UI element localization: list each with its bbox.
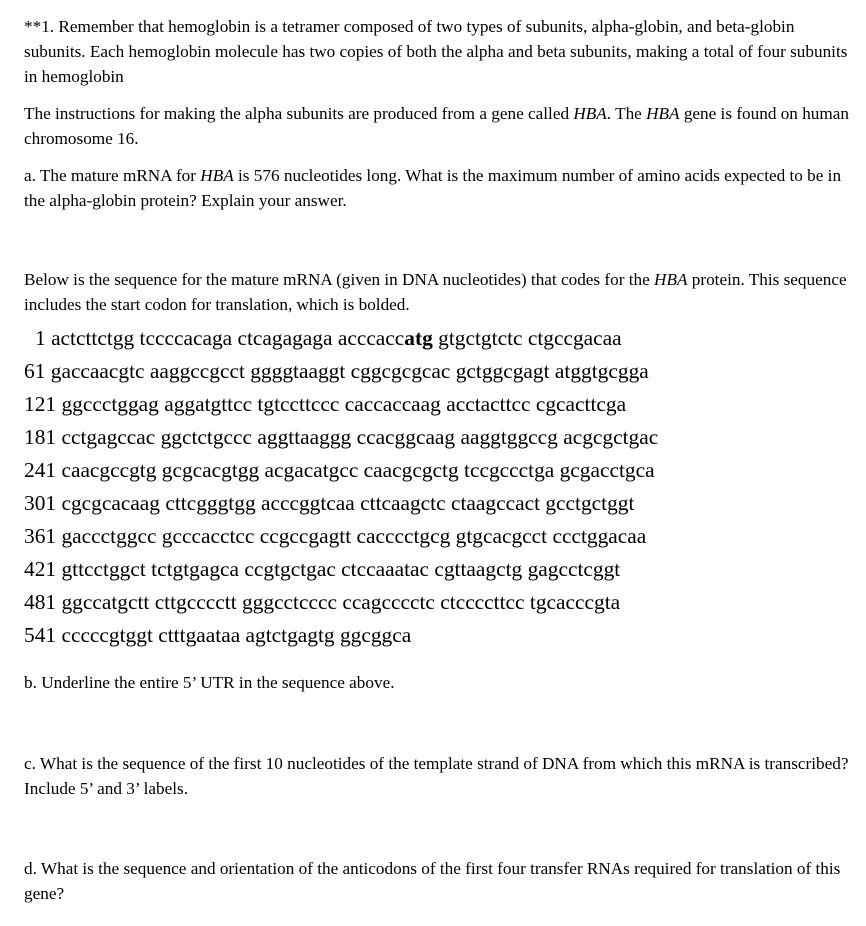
sequence-line <box>24 454 854 487</box>
sequence-intro-text-1: Below is the sequence for the mature mRNA (given in DNA nucleotides) that codes for the <box>24 270 655 289</box>
question-intro: **1. Remember that hemoglobin is a tetramer composed of two types of subunits, alpha-globin, and beta-globin subunits. Each hemoglobin molecule has two copies of both the alpha and beta subunits, making a total of four subunits in hemoglobin <box>24 17 848 86</box>
sequence-line-number: 481 <box>24 590 57 614</box>
sequence-line <box>24 421 854 454</box>
sequence-text: caacgccgtg gcgcacgtgg acgacatgcc caacgcgctg tccgccctga gcgacctgca <box>61 458 655 482</box>
hba-gene-name-2: HBA <box>646 104 680 123</box>
question-a-text-1: a. The mature mRNA for <box>24 166 201 185</box>
question-a-text-2: is 576 nucleotides long. What is the maximum number of amino acids expected to be in the alpha-globin protein? Explain your answer. <box>24 166 842 210</box>
sequence-line <box>24 553 854 586</box>
sequence-intro-text-2: protein. This sequence includes the start codon for translation, which is bolded. <box>24 270 847 314</box>
hba-text-1: The instructions for making the alpha subunits are produced from a gene called <box>24 104 574 123</box>
sequence-line-number: 361 <box>24 524 57 548</box>
question-d: d. What is the sequence and orientation of the anticodons of the first four transfer RNAs required for translation of this gene? <box>24 859 841 903</box>
sequence-line <box>24 322 854 355</box>
question-b: b. Underline the entire 5’ UTR in the sequence above. <box>24 673 395 692</box>
hba-text-3: gene is found on human chromosome 16. <box>24 104 849 148</box>
sequence-text: gttcctggct tctgtgagca ccgtgctgac ctccaaatac cgttaagctg gagcctcggt <box>61 557 621 581</box>
sequence-text: ggccatgctt cttgcccctt gggcctcccc ccagcccctc ctccccttcc tgcacccgta <box>61 590 621 614</box>
question-a <box>24 163 854 213</box>
sequence-line-number: 301 <box>24 491 57 515</box>
sequence-text: actcttctgg tccccacaga ctcagagaga acccacc <box>51 326 405 350</box>
question-a-gene: HBA <box>200 166 234 185</box>
sequence-line-number: 61 <box>24 359 46 383</box>
sequence-line-number: 241 <box>24 458 57 482</box>
sequence-line <box>24 586 854 619</box>
sequence-text: gaccaacgtc aaggccgcct ggggtaaggt cggcgcgcac gctggcgagt atggtgcgga <box>50 359 649 383</box>
sequence-text: gaccctggcc gcccacctcc ccgccgagtt cacccctgcg gtgcacgcct ccctggacaa <box>61 524 647 548</box>
hba-gene-paragraph <box>24 101 854 151</box>
sequence-line <box>24 487 854 520</box>
worksheet-page <box>24 14 854 906</box>
question-c: c. What is the sequence of the first 10 nucleotides of the template strand of DNA from which this mRNA is transcribed? Include 5’ and 3’ labels. <box>24 754 849 798</box>
sequence-line-number: 1 <box>35 326 46 350</box>
sequence-line <box>24 520 854 553</box>
hba-text-2: . The <box>606 104 647 123</box>
sequence-text: gtgctgtctc ctgccgacaa <box>432 326 622 350</box>
sequence-text: cgcgcacaag cttcgggtgg acccggtcaa cttcaagctc ctaagccact gcctgctggt <box>61 491 635 515</box>
sequence-line <box>24 619 854 652</box>
sequence-line-number: 181 <box>24 425 57 449</box>
sequence-text: cctgagccac ggctctgccc aggttaaggg ccacggcaag aaggtggccg acgcgctgac <box>61 425 659 449</box>
sequence-text: cccccgtggt ctttgaataa agtctgagtg ggcggca <box>61 623 412 647</box>
sequence-intro <box>24 267 854 317</box>
sequence-line <box>24 388 854 421</box>
start-codon: atg <box>404 326 433 350</box>
sequence-line <box>24 355 854 388</box>
hba-gene-name-1: HBA <box>573 104 607 123</box>
sequence-line-number: 421 <box>24 557 57 581</box>
mrna-sequence-block <box>24 322 854 652</box>
sequence-intro-gene: HBA <box>654 270 688 289</box>
sequence-line-number: 541 <box>24 623 57 647</box>
sequence-line-number: 121 <box>24 392 57 416</box>
sequence-text: ggccctggag aggatgttcc tgtccttccc caccaccaag acctacttcc cgcacttcga <box>61 392 627 416</box>
